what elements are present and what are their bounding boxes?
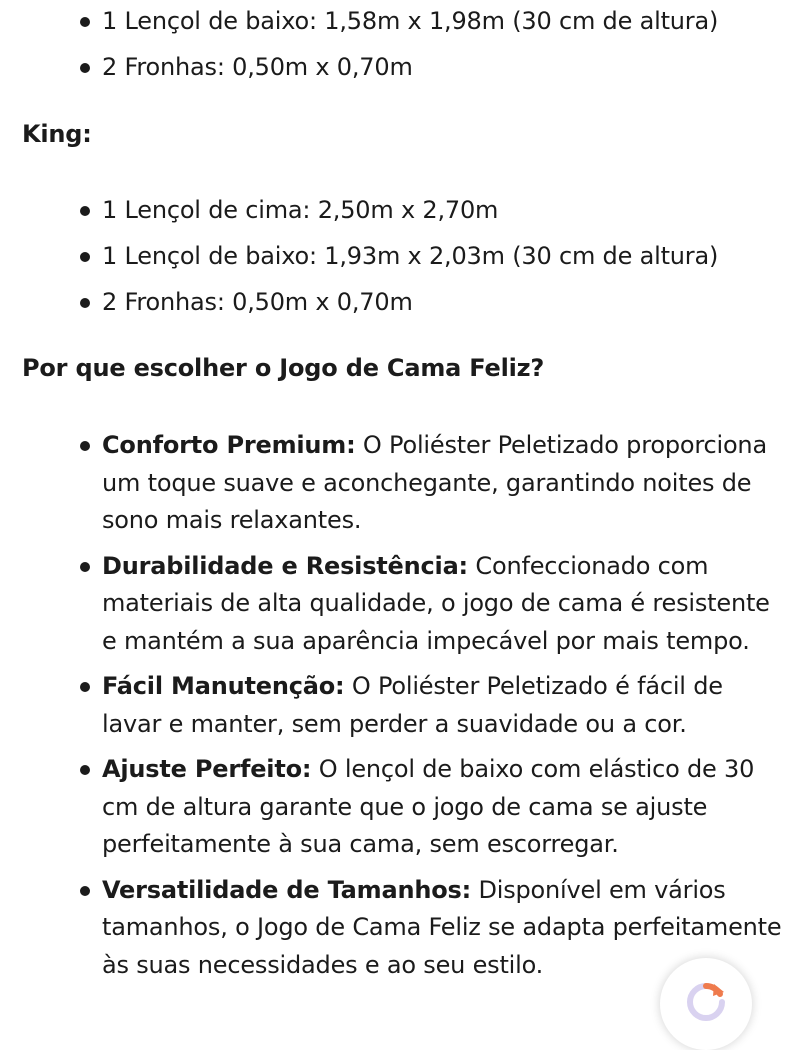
benefit-item	[0, 668, 798, 743]
benefit-item	[0, 751, 798, 864]
benefit-item	[0, 427, 798, 540]
benefit-text: Disponível em vários tamanhos, o Jogo de Cama Feliz se adapta perfeitamente às suas necessidades e ao seu estilo.	[102, 875, 782, 979]
benefit-title: Ajuste Perfeito:	[102, 755, 312, 783]
king-size-list	[0, 192, 798, 320]
king-heading: King:	[22, 120, 92, 148]
benefit-title: Fácil Manutenção:	[102, 672, 345, 700]
floating-action-button[interactable]	[660, 958, 752, 1050]
list-item: 2 Fronhas: 0,50m x 0,70m	[0, 49, 798, 85]
benefit-title: Durabilidade e Resistência:	[102, 551, 468, 580]
queen-size-list	[0, 3, 798, 85]
benefit-text: O Poliéster Peletizado é fácil de lavar e manter, sem perder a suavidade ou a cor.	[102, 672, 723, 738]
benefits-list	[0, 427, 798, 984]
refresh-icon	[684, 980, 728, 1024]
list-item: 2 Fronhas: 0,50m x 0,70m	[0, 284, 798, 320]
benefit-text: O Poliéster Peletizado proporciona um toque suave e aconchegante, garantindo noites de sono mais relaxantes.	[102, 431, 767, 534]
list-item: 1 Lençol de baixo: 1,58m x 1,98m (30 cm de altura)	[0, 3, 798, 39]
benefit-text: Confeccionado com materiais de alta qualidade, o jogo de cama é resistente e mantém a sua aparência impecável por mais tempo.	[102, 551, 770, 655]
list-item: 1 Lençol de baixo: 1,93m x 2,03m (30 cm de altura)	[0, 238, 798, 274]
benefit-title: Versatilidade de Tamanhos:	[102, 875, 472, 904]
benefit-item	[0, 548, 798, 661]
why-choose-heading: Por que escolher o Jogo de Cama Feliz?	[22, 354, 545, 382]
benefit-title: Conforto Premium:	[102, 431, 356, 459]
benefit-text: O lençol de baixo com elástico de 30 cm de altura garante que o jogo de cama se ajuste perfeitamente à sua cama, sem escorregar.	[102, 755, 755, 858]
list-item: 1 Lençol de cima: 2,50m x 2,70m	[0, 192, 798, 228]
